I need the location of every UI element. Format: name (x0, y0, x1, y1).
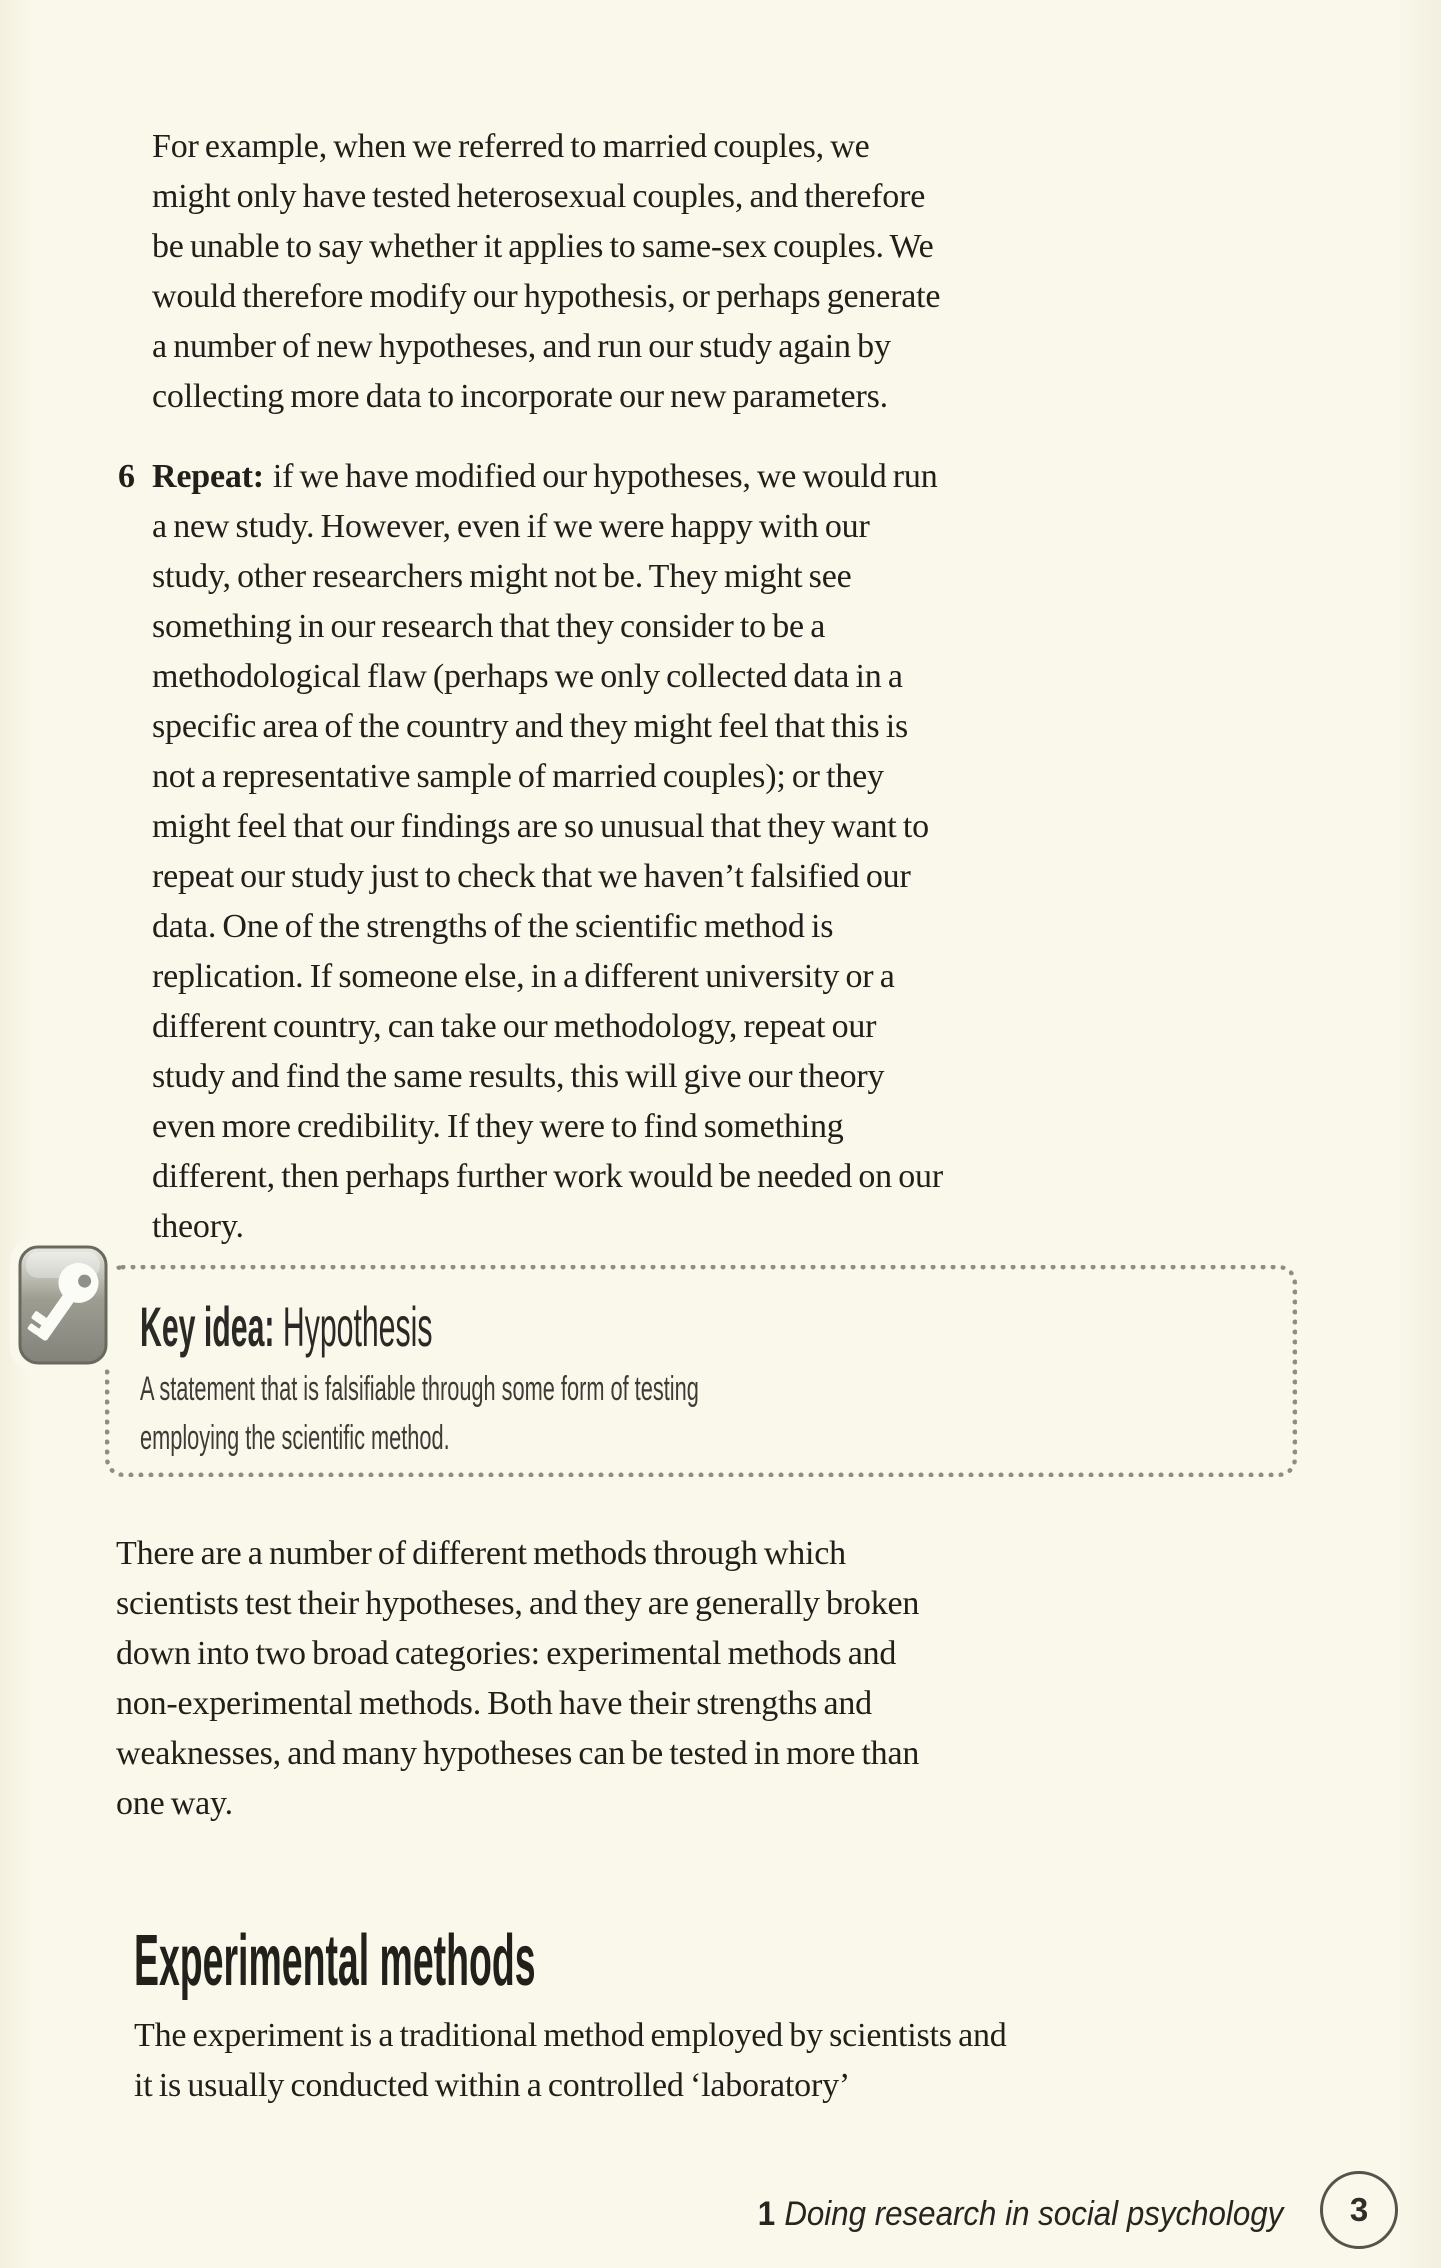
key-idea-definition: A statement that is falsifiable through some form of testing employing the scientific method. (140, 1370, 699, 1457)
page-number-badge (1320, 2171, 1398, 2249)
experiment-paragraph: The experiment is a traditional method employed by scientists and it is usually conducted within a controlled ‘laboratory’ (134, 2017, 1007, 2104)
list-item-6 (118, 452, 952, 1252)
methods-paragraph: There are a number of different methods through which scientists test their hypotheses, and they are generally broken down into two broad categories: experimental methods and non-experimental methods. Both have their strengths and weaknesses, and many hypotheses can be tested in more than one way. (116, 1535, 920, 1822)
intro-paragraph: For example, when we referred to married couples, we might only have tested heterosexual couples, and therefore be unable to say whether it applies to same-sex couples. We would therefore modify our hypothesis, or perhaps generate a number of new hypotheses, and run our study again by collecting more data to incorporate our new parameters. (152, 128, 941, 415)
list-item-number: 6 (118, 458, 135, 495)
key-idea-label: Key idea: (140, 1295, 275, 1358)
key-idea-title (140, 1294, 432, 1359)
key-idea-term: Hypothesis (282, 1295, 433, 1358)
section-heading: Experimental methods (134, 1921, 536, 2001)
list-item-text: if we have modified our hypotheses, we would run a new study. However, even if we were happy with our study, other researchers might not be. They might see something in our research that they consider to be a methodological flaw (perhaps we only collected data in a specific area of the country and they might feel that this is not a representative sample of married couples); or they might feel that our findings are so unusual that they want to repeat our study just to check that we haven’t falsified our data. One of the strengths of the scientific method is replication. If someone else, in a different university or a different country, can take our methodology, repeat our study and find the same results, this will give our theory even more credibility. If they were to find something different, then perhaps further work would be needed on our theory. (152, 458, 943, 1245)
chapter-number: 1 (757, 2195, 775, 2233)
page-number: 3 (1349, 2191, 1369, 2228)
list-item-body (152, 452, 952, 1252)
key-icon (10, 1237, 116, 1373)
key-idea-box (105, 1265, 1297, 1477)
footer (757, 2195, 1283, 2234)
list-item-lead: Repeat: (152, 458, 264, 495)
chapter-title: Doing research in social psychology (784, 2195, 1283, 2233)
